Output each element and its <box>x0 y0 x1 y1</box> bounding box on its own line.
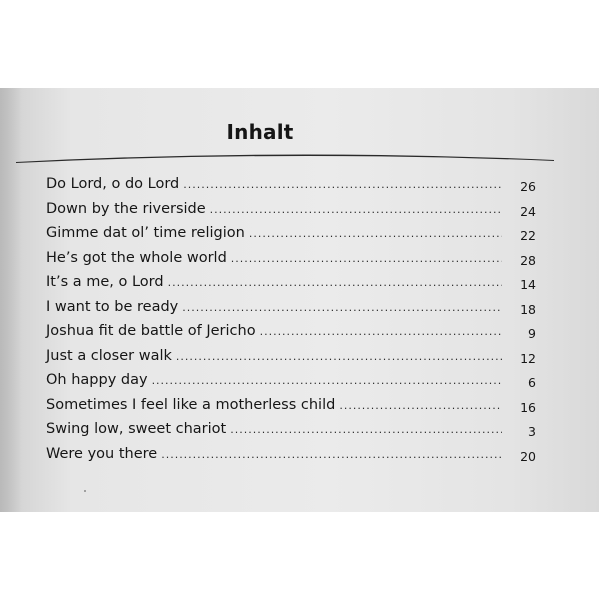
dot-leader <box>161 448 502 461</box>
entry-page-number: 16 <box>520 399 536 415</box>
page-photo <box>0 88 599 512</box>
entry-page-number: 20 <box>520 448 536 464</box>
entry-page-number: 12 <box>520 350 536 366</box>
toc-entry <box>46 348 536 373</box>
entry-title: He’s got the whole world <box>46 249 227 266</box>
toc-entry <box>46 176 536 201</box>
entry-title: Gimme dat ol’ time religion <box>46 225 245 241</box>
title-rule <box>16 150 554 164</box>
entry-title: Joshua fit de battle of Jericho <box>46 323 256 339</box>
entry-title: Sometimes I feel like a motherless child <box>46 396 336 413</box>
entry-page-number: 24 <box>520 203 536 219</box>
toc-entry <box>46 250 536 275</box>
entry-title: Were you there <box>46 445 158 462</box>
toc-entry <box>46 372 536 397</box>
toc-entry <box>46 397 536 422</box>
table-of-contents <box>46 176 536 470</box>
entry-title: I want to be ready <box>46 298 179 315</box>
entry-page-number: 28 <box>520 252 536 268</box>
toc-entry <box>46 299 536 324</box>
entry-page-number: 18 <box>520 301 536 317</box>
toc-entry <box>46 201 536 226</box>
entry-title: Down by the riverside <box>46 200 206 217</box>
dot-leader <box>339 399 502 412</box>
paper-speck <box>84 490 86 492</box>
entry-page-number: 26 <box>520 179 536 194</box>
dot-leader <box>152 374 502 387</box>
toc-entry <box>46 446 536 471</box>
dot-leader <box>176 350 502 363</box>
entry-title: Just a closer walk <box>46 347 172 364</box>
dot-leader <box>260 325 502 338</box>
entry-page-number: 14 <box>520 277 536 292</box>
entry-page-number: 9 <box>528 326 536 341</box>
entry-page-number: 6 <box>528 375 536 390</box>
dot-leader <box>168 276 502 289</box>
dot-leader <box>231 252 502 265</box>
dot-leader <box>183 178 502 191</box>
entry-title: It’s a me, o Lord <box>46 274 164 290</box>
dot-leader <box>182 301 502 314</box>
entry-page-number: 3 <box>528 424 536 439</box>
toc-entry <box>46 323 536 348</box>
toc-entry <box>46 274 536 299</box>
entry-page-number: 22 <box>520 228 536 243</box>
toc-entry <box>46 225 536 250</box>
page-title: Inhalt <box>226 120 294 144</box>
dot-leader <box>210 203 502 216</box>
dot-leader <box>230 423 502 436</box>
entry-title: Swing low, sweet chariot <box>46 421 227 437</box>
toc-entry <box>46 421 536 446</box>
dot-leader <box>249 227 502 240</box>
entry-title: Do Lord, o do Lord <box>46 176 180 192</box>
entry-title: Oh happy day <box>46 372 148 388</box>
